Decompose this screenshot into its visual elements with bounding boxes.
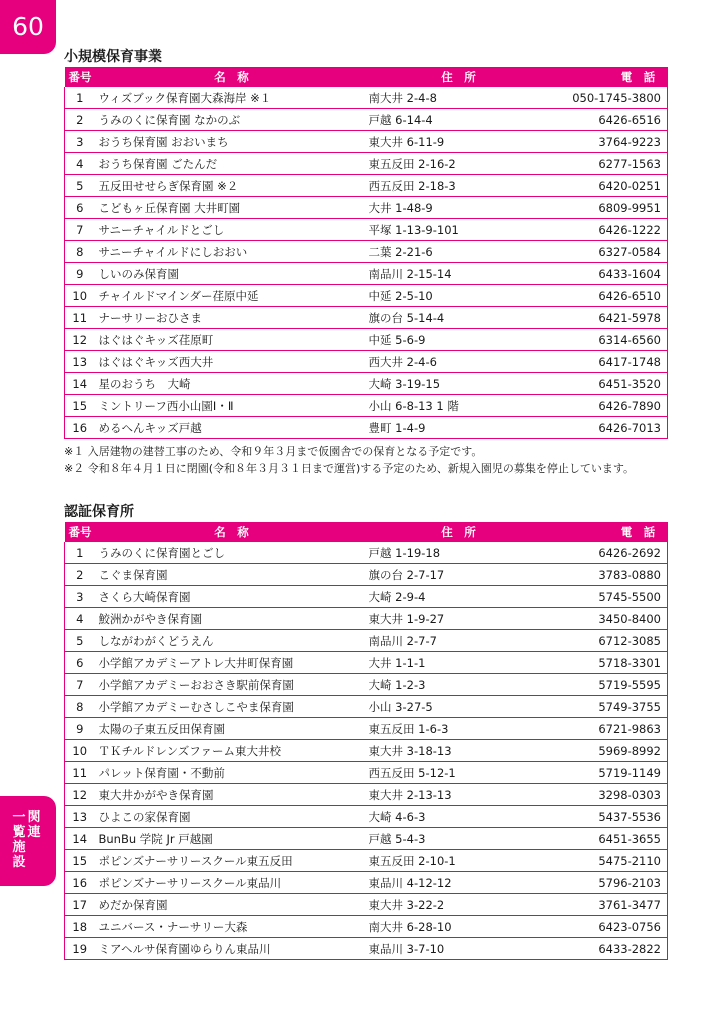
- footnotes: [64, 443, 668, 477]
- row-number: 16: [65, 872, 95, 894]
- facility-address: 小山 3-27-5: [369, 696, 549, 718]
- row-number: 10: [65, 740, 95, 762]
- row-number: 3: [65, 131, 95, 153]
- row-number: 19: [65, 938, 95, 960]
- facility-name: はぐはぐキッズ西大井: [95, 351, 369, 373]
- row-number: 15: [65, 850, 95, 872]
- section-certified-nursery: [64, 503, 668, 960]
- facility-phone: 6421-5978: [549, 307, 668, 329]
- facility-name: ひよこの家保育園: [95, 806, 369, 828]
- header-name: 名 称: [95, 522, 369, 542]
- table-row: [65, 131, 668, 153]
- facility-phone: 5719-5595: [549, 674, 668, 696]
- facility-phone: 5719-1149: [549, 762, 668, 784]
- header-phone: 電 話: [549, 522, 668, 542]
- table-row: [65, 652, 668, 674]
- facility-address: 戸越 1-19-18: [369, 542, 549, 564]
- page-number: 60: [0, 0, 56, 54]
- facility-address: 東大井 2-13-13: [369, 784, 549, 806]
- facility-name: めだか保育園: [95, 894, 369, 916]
- row-number: 14: [65, 828, 95, 850]
- facility-phone: 6417-1748: [549, 351, 668, 373]
- facility-name: ミントリーフ西小山園Ⅰ・Ⅱ: [95, 395, 369, 417]
- facility-phone: 3450-8400: [549, 608, 668, 630]
- facility-phone: 5718-3301: [549, 652, 668, 674]
- facility-name: うみのくに保育園とごし: [95, 542, 369, 564]
- facility-phone: 6451-3520: [549, 373, 668, 395]
- facility-address: 大崎 2-9-4: [369, 586, 549, 608]
- row-number: 15: [65, 395, 95, 417]
- table-row: [65, 916, 668, 938]
- facility-address: 東大井 1-9-27: [369, 608, 549, 630]
- table-row: [65, 718, 668, 740]
- facility-phone: 6426-6516: [549, 109, 668, 131]
- row-number: 12: [65, 784, 95, 806]
- header-name: 名 称: [95, 67, 369, 87]
- table-row: [65, 219, 668, 241]
- facility-address: 戸越 5-4-3: [369, 828, 549, 850]
- facility-phone: 5437-5536: [549, 806, 668, 828]
- facility-name: こどもヶ丘保育園 大井町園: [95, 197, 369, 219]
- facility-phone: 6433-1604: [549, 263, 668, 285]
- facility-phone: 6327-0584: [549, 241, 668, 263]
- facility-phone: 5475-2110: [549, 850, 668, 872]
- facility-address: 東品川 4-12-12: [369, 872, 549, 894]
- table-row: [65, 586, 668, 608]
- row-number: 2: [65, 564, 95, 586]
- facility-name: うみのくに保育園 なかのぶ: [95, 109, 369, 131]
- table-row: [65, 784, 668, 806]
- facility-name: さくら大崎保育園: [95, 586, 369, 608]
- facility-address: 東品川 3-7-10: [369, 938, 549, 960]
- facility-phone: 6721-9863: [549, 718, 668, 740]
- row-number: 17: [65, 894, 95, 916]
- facility-address: 小山 6-8-13 1 階: [369, 395, 549, 417]
- header-number: 番号: [65, 522, 95, 542]
- table-row: [65, 373, 668, 395]
- facility-phone: 6426-2692: [549, 542, 668, 564]
- footnote-1: ※１ 入居建物の建替工事のため、令和９年３月まで仮園舎での保育となる予定です。: [64, 445, 483, 458]
- facility-phone: 5749-3755: [549, 696, 668, 718]
- header-address: 住 所: [369, 522, 549, 542]
- facility-name: ユニバース・ナーサリー大森: [95, 916, 369, 938]
- table-row: [65, 762, 668, 784]
- facility-address: 西五反田 5-12-1: [369, 762, 549, 784]
- facility-name: サニーチャイルドとごし: [95, 219, 369, 241]
- facility-phone: 6426-7013: [549, 417, 668, 439]
- table-row: [65, 395, 668, 417]
- facility-address: 南品川 2-15-14: [369, 263, 549, 285]
- facility-name: はぐはぐキッズ荏原町: [95, 329, 369, 351]
- facility-name: しながわがくどうえん: [95, 630, 369, 652]
- facility-phone: 050-1745-3800: [549, 87, 668, 109]
- footnote-2: ※２ 令和８年４月１日に閉園(令和８年３月３１日まで運営)する予定のため、新規入園児の募集を停止しています。: [64, 462, 634, 475]
- facility-address: 東大井 3-18-13: [369, 740, 549, 762]
- facility-name: ナーサリーおひさま: [95, 307, 369, 329]
- row-number: 9: [65, 263, 95, 285]
- row-number: 8: [65, 241, 95, 263]
- facility-phone: 6426-7890: [549, 395, 668, 417]
- table-row: [65, 197, 668, 219]
- table-row: [65, 417, 668, 439]
- facility-address: 南品川 2-7-7: [369, 630, 549, 652]
- facility-name: サニーチャイルドにしおおい: [95, 241, 369, 263]
- table-row: [65, 630, 668, 652]
- facility-name: ウィズブック保育園大森海岸 ※１: [95, 87, 369, 109]
- row-number: 5: [65, 630, 95, 652]
- table-row: [65, 87, 668, 109]
- row-number: 5: [65, 175, 95, 197]
- facility-name: 東大井かがやき保育園: [95, 784, 369, 806]
- facility-phone: 6809-9951: [549, 197, 668, 219]
- table-row: [65, 696, 668, 718]
- facility-name: ミアヘルサ保育園ゆらりん東品川: [95, 938, 369, 960]
- header-phone: 電 話: [549, 67, 668, 87]
- row-number: 6: [65, 652, 95, 674]
- facility-name: 太陽の子東五反田保育園: [95, 718, 369, 740]
- side-tab-text-1: 関連: [27, 810, 41, 840]
- row-number: 18: [65, 916, 95, 938]
- table-row: [65, 109, 668, 131]
- facility-name: おうち保育園 おおいまち: [95, 131, 369, 153]
- table-row: [65, 674, 668, 696]
- header-address: 住 所: [369, 67, 549, 87]
- facility-name: チャイルドマインダー荏原中延: [95, 285, 369, 307]
- facility-phone: 6423-0756: [549, 916, 668, 938]
- row-number: 10: [65, 285, 95, 307]
- side-index-tab: [0, 796, 56, 886]
- section-title: 小規模保育事業: [64, 49, 162, 65]
- row-number: 14: [65, 373, 95, 395]
- table-row: [65, 153, 668, 175]
- facility-address: 二葉 2-21-6: [369, 241, 549, 263]
- facility-phone: 6426-6510: [549, 285, 668, 307]
- facility-phone: 6433-2822: [549, 938, 668, 960]
- facility-name: 星のおうち 大崎: [95, 373, 369, 395]
- facility-phone: 3761-3477: [549, 894, 668, 916]
- facility-phone: 6277-1563: [549, 153, 668, 175]
- facility-phone: 6451-3655: [549, 828, 668, 850]
- facility-name: BunBu 学院 Jr 戸越園: [95, 828, 369, 850]
- table-row: [65, 285, 668, 307]
- row-number: 4: [65, 153, 95, 175]
- facility-address: 南大井 2-4-8: [369, 87, 549, 109]
- table-row: [65, 894, 668, 916]
- row-number: 11: [65, 762, 95, 784]
- facility-address: 旗の台 2-7-17: [369, 564, 549, 586]
- facility-address: 西五反田 2-18-3: [369, 175, 549, 197]
- facility-address: 大崎 4-6-3: [369, 806, 549, 828]
- row-number: 2: [65, 109, 95, 131]
- facility-phone: 5745-5500: [549, 586, 668, 608]
- row-number: 13: [65, 806, 95, 828]
- table-header-row: [65, 67, 668, 87]
- side-tab-text-2: 一覧施設: [12, 810, 26, 870]
- facility-phone: 3298-0303: [549, 784, 668, 806]
- facility-name: 小学館アカデミーむさしこやま保育園: [95, 696, 369, 718]
- facility-address: 戸越 6-14-4: [369, 109, 549, 131]
- row-number: 1: [65, 87, 95, 109]
- facility-name: おうち保育園 ごたんだ: [95, 153, 369, 175]
- row-number: 1: [65, 542, 95, 564]
- row-number: 8: [65, 696, 95, 718]
- facility-address: 南大井 6-28-10: [369, 916, 549, 938]
- table-row: [65, 307, 668, 329]
- facility-phone: 6314-6560: [549, 329, 668, 351]
- table-row: [65, 740, 668, 762]
- facility-name: めるへんキッズ戸越: [95, 417, 369, 439]
- header-number: 番号: [65, 67, 95, 87]
- facility-phone: 6426-1222: [549, 219, 668, 241]
- table-row: [65, 263, 668, 285]
- row-number: 4: [65, 608, 95, 630]
- row-number: 16: [65, 417, 95, 439]
- facility-address: 大崎 3-19-15: [369, 373, 549, 395]
- row-number: 6: [65, 197, 95, 219]
- facility-name: しいのみ保育園: [95, 263, 369, 285]
- row-number: 13: [65, 351, 95, 373]
- facility-address: 大井 1-48-9: [369, 197, 549, 219]
- facility-address: 西大井 2-4-6: [369, 351, 549, 373]
- facility-phone: 3764-9223: [549, 131, 668, 153]
- facility-name: 鮫洲かがやき保育園: [95, 608, 369, 630]
- facility-address: 豊町 1-4-9: [369, 417, 549, 439]
- table-row: [65, 806, 668, 828]
- row-number: 7: [65, 219, 95, 241]
- facility-address: 中延 5-6-9: [369, 329, 549, 351]
- facility-address: 大井 1-1-1: [369, 652, 549, 674]
- table-row: [65, 241, 668, 263]
- facility-address: 東大井 6-11-9: [369, 131, 549, 153]
- row-number: 9: [65, 718, 95, 740]
- table-row: [65, 564, 668, 586]
- facility-phone: 5969-8992: [549, 740, 668, 762]
- facility-address: 旗の台 5-14-4: [369, 307, 549, 329]
- table-row: [65, 175, 668, 197]
- facility-name: 小学館アカデミーアトレ大井町保育園: [95, 652, 369, 674]
- facility-name: 小学館アカデミーおおさき駅前保育園: [95, 674, 369, 696]
- row-number: 11: [65, 307, 95, 329]
- facility-name: ポピンズナーサリースクール東品川: [95, 872, 369, 894]
- facility-address: 中延 2-5-10: [369, 285, 549, 307]
- facility-name: こぐま保育園: [95, 564, 369, 586]
- table-row: [65, 850, 668, 872]
- facility-phone: 5796-2103: [549, 872, 668, 894]
- row-number: 12: [65, 329, 95, 351]
- facility-address: 東五反田 2-16-2: [369, 153, 549, 175]
- section-small-scale-childcare: [64, 48, 668, 477]
- table-row: [65, 351, 668, 373]
- facility-address: 大崎 1-2-3: [369, 674, 549, 696]
- facility-name: ＴＫチルドレンズファーム東大井校: [95, 740, 369, 762]
- facility-address: 東五反田 2-10-1: [369, 850, 549, 872]
- facility-table: [64, 522, 668, 960]
- section-title: 認証保育所: [64, 504, 134, 520]
- table-header-row: [65, 522, 668, 542]
- row-number: 3: [65, 586, 95, 608]
- table-row: [65, 872, 668, 894]
- facility-address: 東大井 3-22-2: [369, 894, 549, 916]
- facility-phone: 3783-0880: [549, 564, 668, 586]
- facility-phone: 6712-3085: [549, 630, 668, 652]
- table-row: [65, 329, 668, 351]
- facility-name: ポピンズナーサリースクール東五反田: [95, 850, 369, 872]
- facility-address: 東五反田 1-6-3: [369, 718, 549, 740]
- table-row: [65, 828, 668, 850]
- facility-name: パレット保育園・不動前: [95, 762, 369, 784]
- facility-address: 平塚 1-13-9-101: [369, 219, 549, 241]
- row-number: 7: [65, 674, 95, 696]
- table-row: [65, 542, 668, 564]
- table-row: [65, 938, 668, 960]
- facility-phone: 6420-0251: [549, 175, 668, 197]
- facility-table: [64, 67, 668, 439]
- table-row: [65, 608, 668, 630]
- facility-name: 五反田せせらぎ保育園 ※２: [95, 175, 369, 197]
